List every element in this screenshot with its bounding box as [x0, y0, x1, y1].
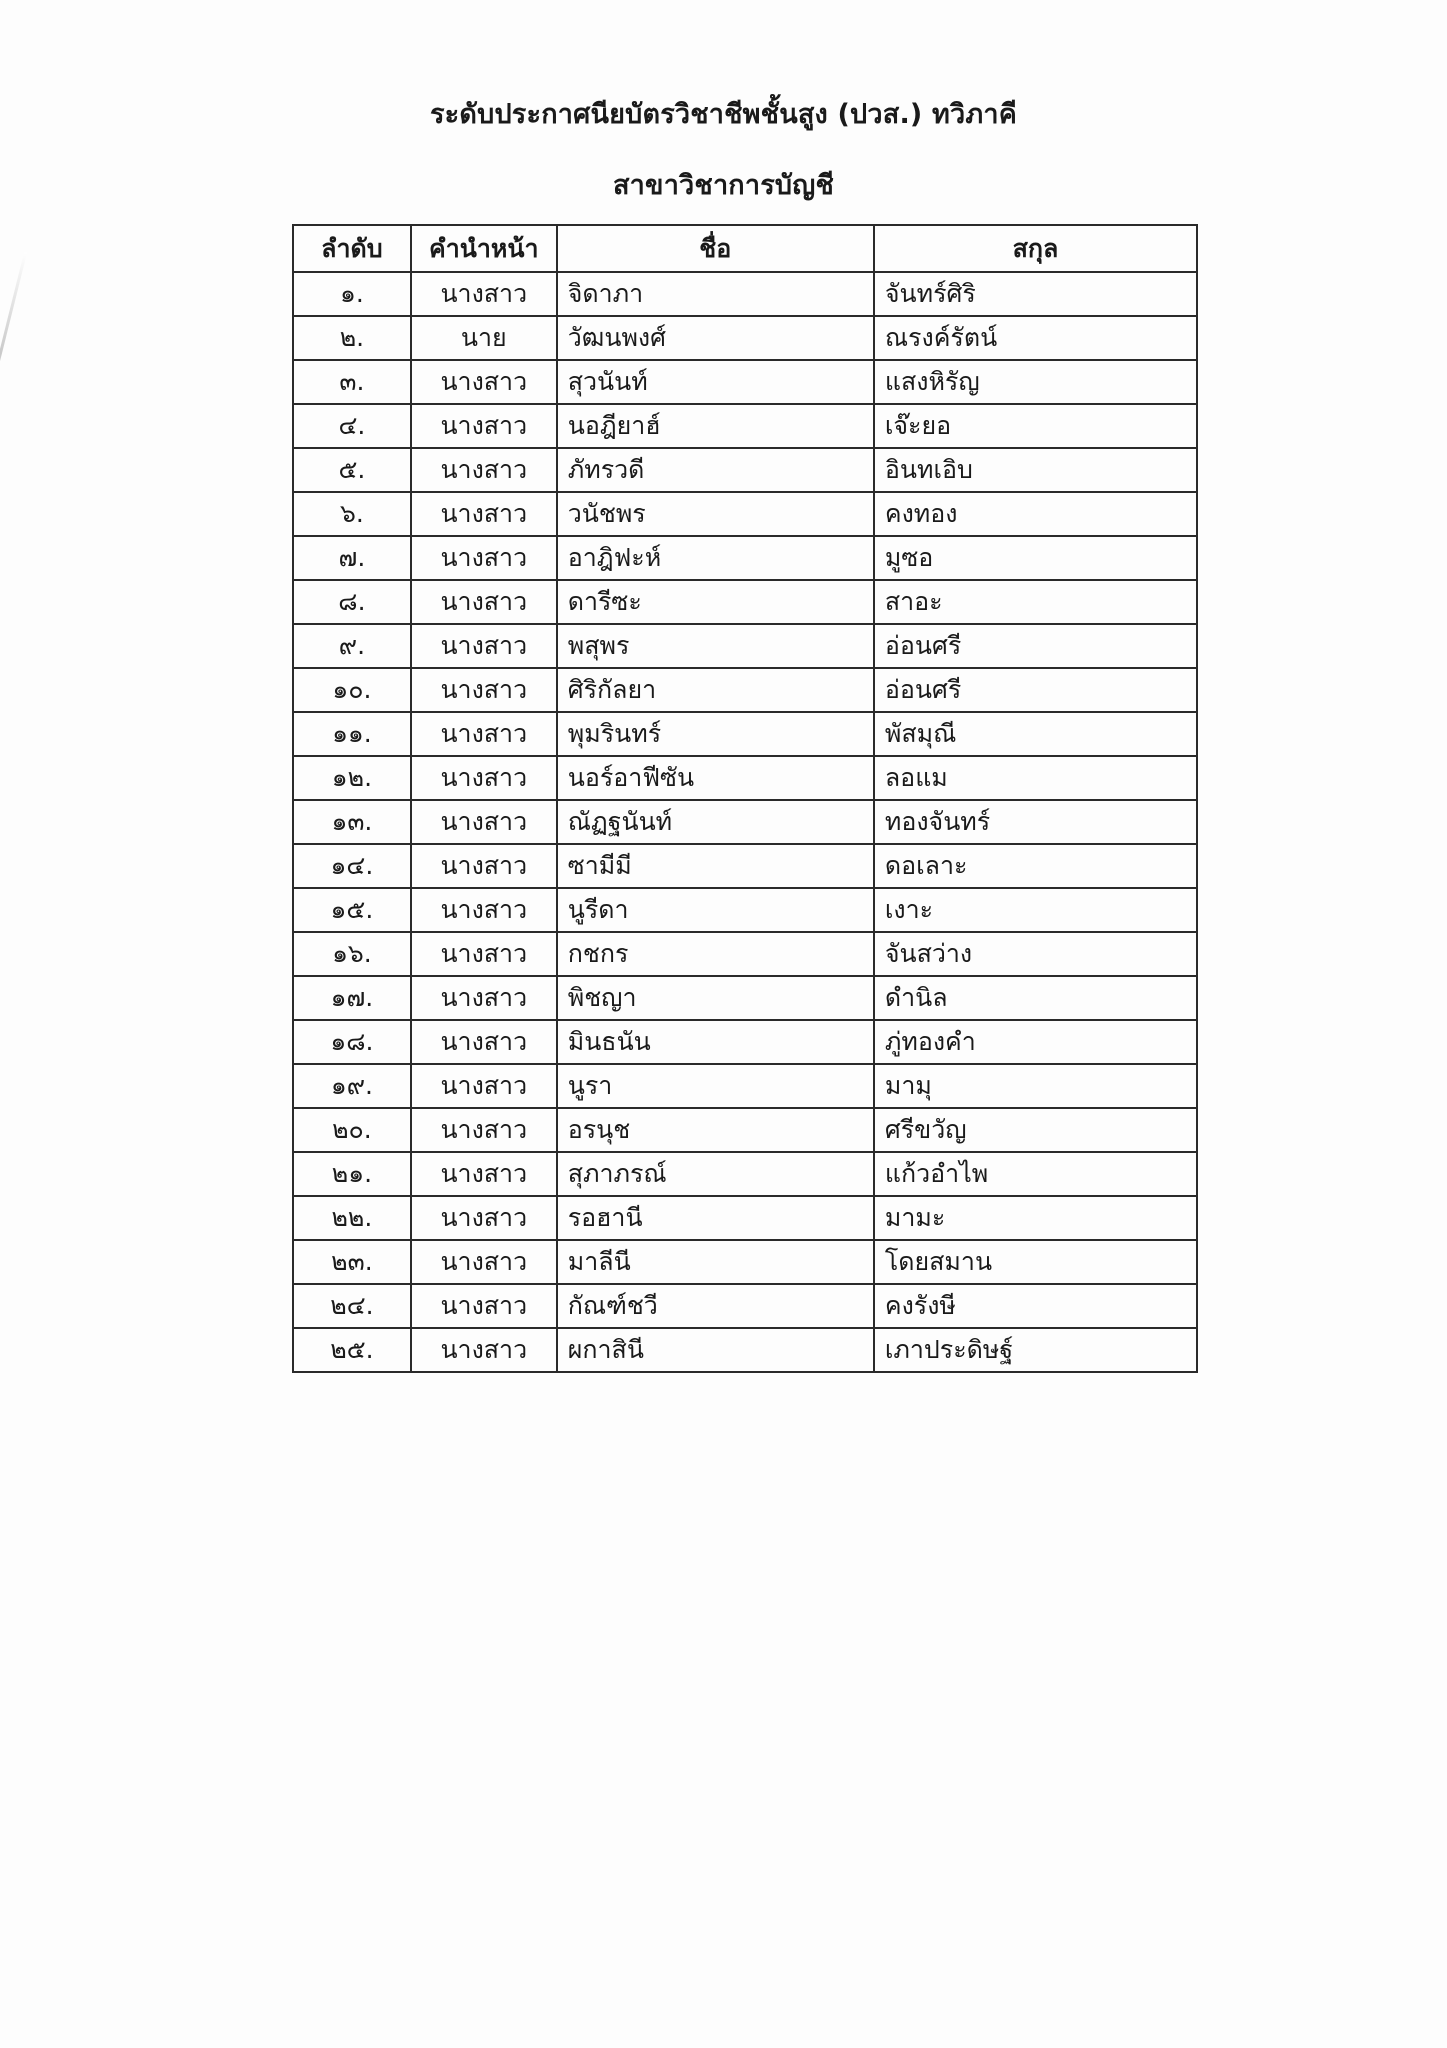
- cell-prefix: นางสาว: [411, 580, 557, 624]
- table-row: [293, 1196, 1197, 1240]
- cell-name: ดารีซะ: [557, 580, 874, 624]
- cell-no: ๑๐.: [293, 668, 411, 712]
- cell-surname: ภู่ทองคำ: [874, 1020, 1197, 1064]
- cell-surname: อ่อนศรี: [874, 624, 1197, 668]
- cell-prefix: นางสาว: [411, 976, 557, 1020]
- cell-name: กัณฑ์ชวี: [557, 1284, 874, 1328]
- cell-surname: จันทร์ศิริ: [874, 272, 1197, 316]
- cell-surname: เภาประดิษฐ์: [874, 1328, 1197, 1372]
- cell-no: ๗.: [293, 536, 411, 580]
- cell-no: ๒๓.: [293, 1240, 411, 1284]
- cell-name: วัฒนพงศ์: [557, 316, 874, 360]
- cell-name: มินธนัน: [557, 1020, 874, 1064]
- cell-name: วนัชพร: [557, 492, 874, 536]
- cell-name: รอฮานี: [557, 1196, 874, 1240]
- cell-prefix: นางสาว: [411, 888, 557, 932]
- cell-no: ๑๓.: [293, 800, 411, 844]
- cell-surname: โดยสมาน: [874, 1240, 1197, 1284]
- cell-surname: ดอเลาะ: [874, 844, 1197, 888]
- table-row: [293, 624, 1197, 668]
- cell-prefix: นางสาว: [411, 1328, 557, 1372]
- table-row: [293, 1152, 1197, 1196]
- header-prefix: คำนำหน้า: [411, 225, 557, 272]
- table-row: [293, 360, 1197, 404]
- cell-no: ๕.: [293, 448, 411, 492]
- cell-prefix: นางสาว: [411, 1196, 557, 1240]
- cell-surname: คงรังษี: [874, 1284, 1197, 1328]
- cell-name: นูรา: [557, 1064, 874, 1108]
- cell-prefix: นางสาว: [411, 536, 557, 580]
- cell-prefix: นางสาว: [411, 668, 557, 712]
- cell-name: อาฎิฟะห์: [557, 536, 874, 580]
- cell-no: ๙.: [293, 624, 411, 668]
- cell-prefix: นางสาว: [411, 1240, 557, 1284]
- cell-prefix: นางสาว: [411, 360, 557, 404]
- cell-surname: มูซอ: [874, 536, 1197, 580]
- cell-surname: ดำนิล: [874, 976, 1197, 1020]
- header-no: ลำดับ: [293, 225, 411, 272]
- cell-name: ซามีมี: [557, 844, 874, 888]
- cell-prefix: นางสาว: [411, 404, 557, 448]
- cell-name: ณัฏฐนันท์: [557, 800, 874, 844]
- cell-no: ๓.: [293, 360, 411, 404]
- cell-name: นอร์อาฟีซัน: [557, 756, 874, 800]
- table-row: [293, 932, 1197, 976]
- cell-name: นอฎียาฮ์: [557, 404, 874, 448]
- cell-no: ๘.: [293, 580, 411, 624]
- table-row: [293, 272, 1197, 316]
- table-row: [293, 1020, 1197, 1064]
- cell-no: ๑๒.: [293, 756, 411, 800]
- document-title: ระดับประกาศนียบัตรวิชาชีพชั้นสูง (ปวส.) ทวิภาคี: [429, 99, 1018, 130]
- cell-name: มาลีนี: [557, 1240, 874, 1284]
- cell-surname: เจ๊ะยอ: [874, 404, 1197, 448]
- cell-surname: เงาะ: [874, 888, 1197, 932]
- table-row: [293, 1284, 1197, 1328]
- table-row: [293, 976, 1197, 1020]
- cell-prefix: นางสาว: [411, 1284, 557, 1328]
- cell-surname: ลอแม: [874, 756, 1197, 800]
- cell-no: ๒๒.: [293, 1196, 411, 1240]
- document-subtitle: สาขาวิชาการบัญชี: [613, 170, 834, 201]
- cell-surname: ศรีขวัญ: [874, 1108, 1197, 1152]
- table-header-row: [293, 225, 1197, 272]
- cell-name: ผกาสินี: [557, 1328, 874, 1372]
- cell-no: ๒.: [293, 316, 411, 360]
- table-row: [293, 888, 1197, 932]
- cell-name: พุมรินทร์: [557, 712, 874, 756]
- cell-name: ศิริกัลยา: [557, 668, 874, 712]
- cell-prefix: นางสาว: [411, 1064, 557, 1108]
- table-body: [293, 272, 1197, 1372]
- cell-surname: จันสว่าง: [874, 932, 1197, 976]
- cell-no: ๑๕.: [293, 888, 411, 932]
- table-row: [293, 1064, 1197, 1108]
- cell-no: ๑๖.: [293, 932, 411, 976]
- cell-prefix: นางสาว: [411, 1020, 557, 1064]
- cell-prefix: นางสาว: [411, 492, 557, 536]
- cell-no: ๒๐.: [293, 1108, 411, 1152]
- cell-name: กชกร: [557, 932, 874, 976]
- cell-name: สุวนันท์: [557, 360, 874, 404]
- cell-prefix: นางสาว: [411, 712, 557, 756]
- cell-surname: พัสมุณี: [874, 712, 1197, 756]
- cell-prefix: นางสาว: [411, 272, 557, 316]
- cell-no: ๔.: [293, 404, 411, 448]
- cell-surname: ทองจันทร์: [874, 800, 1197, 844]
- table-row: [293, 1328, 1197, 1372]
- cell-surname: คงทอง: [874, 492, 1197, 536]
- cell-no: ๑๔.: [293, 844, 411, 888]
- cell-no: ๒๑.: [293, 1152, 411, 1196]
- cell-name: ภัทรวดี: [557, 448, 874, 492]
- cell-name: พสุพร: [557, 624, 874, 668]
- cell-prefix: นางสาว: [411, 1108, 557, 1152]
- cell-prefix: นาย: [411, 316, 557, 360]
- cell-surname: อินทเอิบ: [874, 448, 1197, 492]
- cell-prefix: นางสาว: [411, 932, 557, 976]
- table-row: [293, 1108, 1197, 1152]
- cell-no: ๒๔.: [293, 1284, 411, 1328]
- cell-prefix: นางสาว: [411, 800, 557, 844]
- cell-surname: แก้วอำไพ: [874, 1152, 1197, 1196]
- table-row: [293, 580, 1197, 624]
- table-row: [293, 1240, 1197, 1284]
- student-list-table: [292, 224, 1198, 1373]
- cell-name: จิดาภา: [557, 272, 874, 316]
- cell-surname: มามุ: [874, 1064, 1197, 1108]
- cell-no: ๑.: [293, 272, 411, 316]
- cell-prefix: นางสาว: [411, 1152, 557, 1196]
- table-row: [293, 800, 1197, 844]
- cell-surname: ณรงค์รัตน์: [874, 316, 1197, 360]
- table-row: [293, 448, 1197, 492]
- cell-name: นูรีดา: [557, 888, 874, 932]
- table-row: [293, 712, 1197, 756]
- table-row: [293, 492, 1197, 536]
- cell-no: ๑๘.: [293, 1020, 411, 1064]
- scan-artifact: [0, 252, 27, 398]
- cell-surname: มามะ: [874, 1196, 1197, 1240]
- table-row: [293, 404, 1197, 448]
- cell-surname: อ่อนศรี: [874, 668, 1197, 712]
- table-row: [293, 536, 1197, 580]
- cell-surname: สาอะ: [874, 580, 1197, 624]
- cell-name: สุภาภรณ์: [557, 1152, 874, 1196]
- table-row: [293, 316, 1197, 360]
- cell-no: ๑๙.: [293, 1064, 411, 1108]
- cell-name: อรนุช: [557, 1108, 874, 1152]
- cell-prefix: นางสาว: [411, 448, 557, 492]
- cell-no: ๑๑.: [293, 712, 411, 756]
- cell-prefix: นางสาว: [411, 844, 557, 888]
- cell-no: ๖.: [293, 492, 411, 536]
- cell-prefix: นางสาว: [411, 756, 557, 800]
- table-row: [293, 756, 1197, 800]
- table-row: [293, 844, 1197, 888]
- cell-no: ๒๕.: [293, 1328, 411, 1372]
- header-name: ชื่อ: [557, 225, 874, 272]
- cell-no: ๑๗.: [293, 976, 411, 1020]
- table-row: [293, 668, 1197, 712]
- cell-surname: แสงหิรัญ: [874, 360, 1197, 404]
- header-surname: สกุล: [874, 225, 1197, 272]
- cell-prefix: นางสาว: [411, 624, 557, 668]
- cell-name: พิชญา: [557, 976, 874, 1020]
